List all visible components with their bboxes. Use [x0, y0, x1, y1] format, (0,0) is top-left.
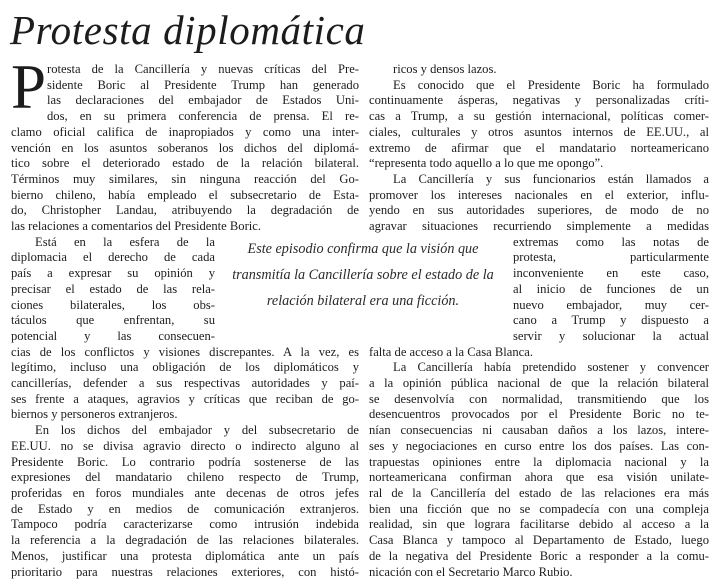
pull-quote-line: Este episodio confirma que la visión que — [220, 236, 506, 262]
text-line: nían consecuencias ni causaban daños a los lazos, intere- — [369, 423, 709, 439]
text-line: realidad, sin que lograra facilitarse debido al acceso a la — [369, 517, 709, 533]
text-line: de la negativa del Presidente Boric a responder a la comu- — [369, 549, 709, 565]
text-line: falta de acceso a la Casa Blanca. — [369, 345, 709, 361]
text-line: cias de los conflictos y visiones discrepantes. A la vez, es — [11, 345, 359, 361]
text-line: ses y negociaciones en curso entre los dos países. Las con- — [369, 439, 709, 455]
text-line: inconveniente en este caso, — [513, 266, 709, 282]
text-line: rotesta de la Cancillería y nuevas críticas del Pre- — [11, 62, 359, 78]
text-line: protesta, particularmente — [513, 250, 709, 266]
text-line: ricos y densos lazos. — [369, 62, 709, 78]
text-line: dos, en su primera conferencia de prensa. El re- — [11, 109, 359, 125]
text-line: táculos que enfrentan, su — [11, 313, 215, 329]
text-line: bierno chileno, había empleado el subsecretario de Esta- — [11, 188, 359, 204]
text-line: Términos muy similares, sin ninguna reacción del Go- — [11, 172, 359, 188]
text-line: agravar situaciones recurriendo simplemente a medidas — [369, 219, 709, 235]
text-line: Menos, justificar una protesta diplomática ante un país — [11, 549, 359, 565]
text-line: Presidente Boric. Lo contrario podría sostenerse de las — [11, 455, 359, 471]
text-line: ciales, culturales y otros asuntos internos de EE.UU., al — [369, 125, 709, 141]
article-column-left — [11, 62, 359, 580]
text-line: Tampoco podría caracterizarse como intrusión indebida — [11, 517, 359, 533]
text-line: biernos y personeros extranjeros. — [11, 407, 359, 423]
text-line: yendo en sus autoridades superiores, de modo de no — [369, 203, 709, 219]
text-line: a la opinión pública nacional de que la relación bilateral — [369, 376, 709, 392]
text-line: vención en los asuntos soberanos los dichos del diplomá- — [11, 141, 359, 157]
pull-quote-line: relación bilateral era una ficción. — [220, 288, 506, 314]
text-line: promover los intereses nacionales en el exterior, influ- — [369, 188, 709, 204]
text-line: ciones bilaterales, los obs- — [11, 298, 215, 314]
text-line: nicación con el Secretario Marco Rubio. — [369, 565, 709, 580]
text-line: Casa Blanca y tampoco al Departamento de Estado, luego — [369, 533, 709, 549]
text-line: extremas como las notas de — [513, 235, 709, 251]
text-line: norteamericana confirman ahora que esa visión unilate- — [369, 470, 709, 486]
text-line: Está en la esfera de la — [11, 235, 215, 251]
headline: Protesta diplomática — [10, 4, 366, 56]
text-line: cas a Trump, a su gestión internacional, políticas comer- — [369, 109, 709, 125]
article-column-right — [369, 62, 709, 580]
pull-quote — [220, 236, 506, 314]
text-line: diplomacia el derecho de cada — [11, 250, 215, 266]
text-line: cano a Trump y dispuesto a — [513, 313, 709, 329]
text-line: extremo de afirmar que el mandatario norteamericano — [369, 141, 709, 157]
text-line: En los dichos del embajador y del subsecretario de — [11, 423, 359, 439]
text-line: do, Christopher Landau, atribuyendo la degradación de — [11, 203, 359, 219]
text-line: servir y solucionar la actual — [513, 329, 709, 345]
text-line: trapuestas opiniones entre la diplomacia nacional y la — [369, 455, 709, 471]
text-line: clamo oficial califica de inapropiados y como una inter- — [11, 125, 359, 141]
text-line: desencuentros provocados por el Presidente Boric no te- — [369, 407, 709, 423]
text-line: de Estado y en medios de comunicación extranjeros. — [11, 502, 359, 518]
pull-quote-line: transmitía la Cancillería sobre el estado de la — [220, 262, 506, 288]
text-line: La Cancillería y sus funcionarios están llamados a — [369, 172, 709, 188]
text-line: ses frente a ataques, agravios y críticas que reciban de go- — [11, 392, 359, 408]
text-line: proferidas en foros mundiales ante decenas de otros jefes — [11, 486, 359, 502]
text-line: bien una ficción que no se compadecía con una compleja — [369, 502, 709, 518]
text-line: expresiones del mandatario chileno respecto de Trump, — [11, 470, 359, 486]
text-line: Es conocido que el Presidente Boric ha formulado — [369, 78, 709, 94]
text-line: prioritario para nuestras relaciones exteriores, con histó- — [11, 565, 359, 580]
text-line: “representa todo aquello a lo que me opongo”. — [369, 156, 709, 172]
text-line: cancillerías, defender a sus respectivas autoridades y paí- — [11, 376, 359, 392]
text-line: legítimo, incluso una obligación de los diplomáticos y — [11, 360, 359, 376]
text-line: nuevo embajador, muy cer- — [513, 298, 709, 314]
text-line: país a expresar su opinión y — [11, 266, 215, 282]
text-line: al inicio de funciones de un — [513, 282, 709, 298]
text-line: potencial y las consecuen- — [11, 329, 215, 345]
text-line: las relaciones a comentarios del Presidente Boric. — [11, 219, 359, 235]
text-line: La Cancillería había pretendido sostener y convencer — [369, 360, 709, 376]
text-line: las declaraciones del embajador de Estados Uni- — [11, 93, 359, 109]
text-line: la referencia a la degradación de las relaciones bilaterales. — [11, 533, 359, 549]
text-line: EE.UU. no se divisa agravio directo o indirecto alguno al — [11, 439, 359, 455]
text-line: continuamente ásperas, negativas y personalizadas críti- — [369, 93, 709, 109]
text-line: sidente Boric al Presidente Trump han generado — [11, 78, 359, 94]
drop-cap: P — [11, 56, 46, 119]
text-line: tico sobre el deteriorado estado de la relación bilateral. — [11, 156, 359, 172]
text-line: precisar el estado de las rela- — [11, 282, 215, 298]
text-line: se desenvolvía con normalidad, transmitiendo que los — [369, 392, 709, 408]
text-line: ral de la Cancillería del estado de las relaciones era más — [369, 486, 709, 502]
